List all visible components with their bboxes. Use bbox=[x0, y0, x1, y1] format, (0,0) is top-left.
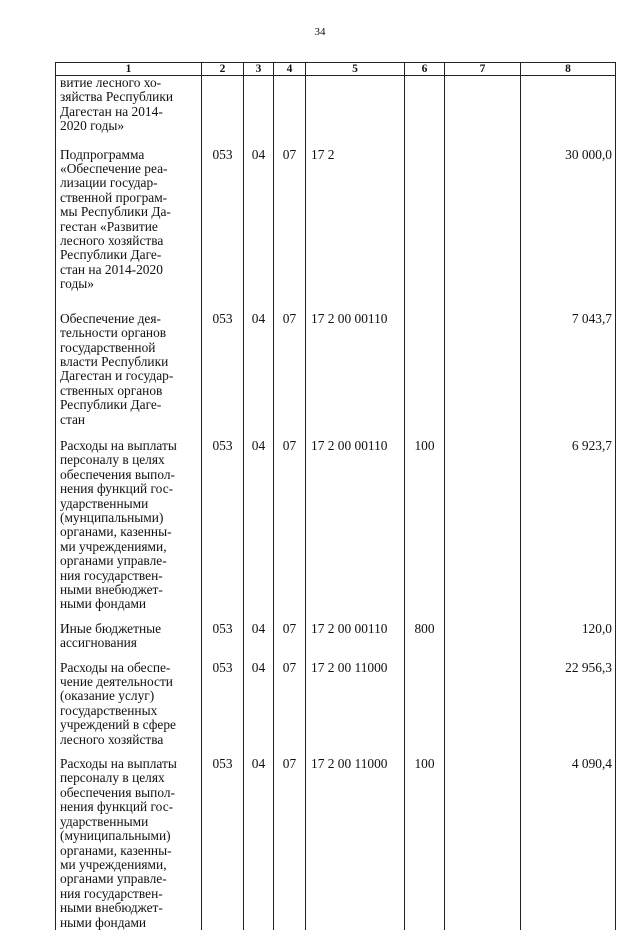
description-line: органами, казенны- bbox=[60, 524, 172, 540]
description-line: чение деятельности bbox=[60, 674, 173, 690]
table-body bbox=[56, 76, 616, 930]
table-row bbox=[56, 439, 616, 622]
amount-value: 30 000,0 bbox=[521, 148, 616, 312]
table-row bbox=[56, 757, 616, 930]
column-7-value bbox=[445, 757, 521, 930]
description-line: нения функций гос- bbox=[60, 799, 174, 815]
subsection-code: 07 bbox=[274, 661, 306, 757]
section-code: 04 bbox=[244, 439, 274, 622]
expense-type-code: 100 bbox=[405, 757, 445, 930]
description-line: Республики Даге- bbox=[60, 247, 162, 263]
description-line: 2020 годы» bbox=[60, 118, 125, 134]
budget-table-container bbox=[55, 62, 615, 930]
description-line: Обеспечение дея- bbox=[60, 310, 161, 326]
header-col-2: 2 bbox=[202, 63, 244, 76]
description-line: Республики Даге- bbox=[60, 397, 162, 413]
description-line: органами управле- bbox=[60, 553, 167, 569]
description-line: ния государствен- bbox=[60, 885, 163, 901]
target-article-code: 17 2 00 00110 bbox=[306, 622, 405, 661]
budget-table bbox=[55, 62, 616, 930]
description-line: Иные бюджетные bbox=[60, 620, 162, 636]
ministry-code bbox=[202, 76, 244, 148]
description-line: ственной програм- bbox=[60, 189, 168, 205]
header-col-7: 7 bbox=[445, 63, 521, 76]
target-article-code bbox=[306, 76, 405, 148]
description-line: органами управле- bbox=[60, 871, 167, 887]
description-line: государственной bbox=[60, 339, 156, 355]
description-line: Расходы на выплаты bbox=[60, 756, 177, 772]
row-description bbox=[56, 757, 202, 930]
description-line: зяйства Республики bbox=[60, 89, 174, 105]
expense-type-code: 100 bbox=[405, 439, 445, 622]
description-line: лесного хозяйства bbox=[60, 233, 164, 249]
column-7-value bbox=[445, 622, 521, 661]
description-line: персоналу в целях bbox=[60, 770, 165, 786]
row-description bbox=[56, 148, 202, 312]
subsection-code bbox=[274, 76, 306, 148]
target-article-code: 17 2 00 11000 bbox=[306, 757, 405, 930]
header-col-5: 5 bbox=[306, 63, 405, 76]
section-code: 04 bbox=[244, 312, 274, 439]
description-line: обеспечения выпол- bbox=[60, 466, 175, 482]
expense-type-code bbox=[405, 661, 445, 757]
description-line: стан bbox=[60, 411, 86, 427]
description-line: ми учреждениями, bbox=[60, 538, 167, 554]
description-line: (оказание услуг) bbox=[60, 688, 155, 704]
amount-value bbox=[521, 76, 616, 148]
header-col-8: 8 bbox=[521, 63, 616, 76]
description-line: ными внебюджет- bbox=[60, 900, 163, 916]
description-line: персоналу в целях bbox=[60, 452, 165, 468]
description-line: государственных bbox=[60, 702, 158, 718]
expense-type-code bbox=[405, 76, 445, 148]
description-line: Расходы на выплаты bbox=[60, 437, 177, 453]
header-col-1: 1 bbox=[56, 63, 202, 76]
description-line: гестан «Развитие bbox=[60, 218, 158, 234]
subsection-code: 07 bbox=[274, 148, 306, 312]
row-description bbox=[56, 76, 202, 148]
target-article-code: 17 2 00 00110 bbox=[306, 312, 405, 439]
row-description bbox=[56, 622, 202, 661]
column-7-value bbox=[445, 439, 521, 622]
description-line: стан на 2014-2020 bbox=[60, 261, 163, 277]
column-7-value bbox=[445, 148, 521, 312]
subsection-code: 07 bbox=[274, 312, 306, 439]
description-line: ными внебюджет- bbox=[60, 582, 163, 597]
description-line: ассигнования bbox=[60, 635, 137, 651]
section-code: 04 bbox=[244, 622, 274, 661]
ministry-code: 053 bbox=[202, 661, 244, 757]
description-line: Дагестан и государ- bbox=[60, 368, 174, 384]
ministry-code: 053 bbox=[202, 622, 244, 661]
header-col-3: 3 bbox=[244, 63, 274, 76]
amount-value: 4 090,4 bbox=[521, 757, 616, 930]
description-line: Дагестан на 2014- bbox=[60, 103, 163, 119]
description-line: витие лесного хо- bbox=[60, 75, 162, 90]
description-line: ными фондами bbox=[60, 596, 147, 612]
row-description bbox=[56, 312, 202, 439]
description-line: ми учреждениями, bbox=[60, 856, 167, 872]
amount-value: 7 043,7 bbox=[521, 312, 616, 439]
subsection-code: 07 bbox=[274, 757, 306, 930]
description-line: тельности органов bbox=[60, 325, 167, 341]
description-line: органами, казенны- bbox=[60, 842, 172, 858]
section-code bbox=[244, 76, 274, 148]
description-line: учреждений в сфере bbox=[60, 717, 176, 733]
description-line: ными фондами bbox=[60, 914, 147, 930]
expense-type-code bbox=[405, 312, 445, 439]
description-line: (мунципальными) bbox=[60, 509, 164, 525]
ministry-code: 053 bbox=[202, 757, 244, 930]
table-row bbox=[56, 148, 616, 312]
description-line: мы Республики Да- bbox=[60, 204, 171, 220]
amount-value: 22 956,3 bbox=[521, 661, 616, 757]
ministry-code: 053 bbox=[202, 148, 244, 312]
row-description bbox=[56, 439, 202, 622]
description-line: ударственными bbox=[60, 495, 149, 511]
subsection-code: 07 bbox=[274, 439, 306, 622]
table-row bbox=[56, 312, 616, 439]
amount-value: 6 923,7 bbox=[521, 439, 616, 622]
column-7-value bbox=[445, 312, 521, 439]
header-col-4: 4 bbox=[274, 63, 306, 76]
description-line: власти Республики bbox=[60, 353, 169, 369]
description-line: (муниципальными) bbox=[60, 828, 171, 844]
description-line: нения функций гос- bbox=[60, 481, 174, 497]
page-number: 34 bbox=[314, 26, 326, 38]
column-7-value bbox=[445, 76, 521, 148]
target-article-code: 17 2 00 00110 bbox=[306, 439, 405, 622]
column-7-value bbox=[445, 661, 521, 757]
target-article-code: 17 2 bbox=[306, 148, 405, 312]
ministry-code: 053 bbox=[202, 312, 244, 439]
amount-value: 120,0 bbox=[521, 622, 616, 661]
section-code: 04 bbox=[244, 148, 274, 312]
header-col-6: 6 bbox=[405, 63, 445, 76]
description-line: ственных органов bbox=[60, 382, 163, 398]
expense-type-code bbox=[405, 148, 445, 312]
table-row bbox=[56, 76, 616, 148]
description-line: Подпрограмма bbox=[60, 146, 145, 162]
header-row bbox=[56, 63, 616, 76]
table-row bbox=[56, 622, 616, 661]
ministry-code: 053 bbox=[202, 439, 244, 622]
expense-type-code: 800 bbox=[405, 622, 445, 661]
description-line: Расходы на обеспе- bbox=[60, 659, 171, 675]
section-code: 04 bbox=[244, 661, 274, 757]
section-code: 04 bbox=[244, 757, 274, 930]
description-line: обеспечения выпол- bbox=[60, 784, 175, 800]
description-line: годы» bbox=[60, 276, 94, 292]
row-description bbox=[56, 661, 202, 757]
subsection-code: 07 bbox=[274, 622, 306, 661]
target-article-code: 17 2 00 11000 bbox=[306, 661, 405, 757]
description-line: ния государствен- bbox=[60, 567, 163, 583]
description-line: ударственными bbox=[60, 813, 149, 829]
table-row bbox=[56, 661, 616, 757]
description-line: лесного хозяйства bbox=[60, 731, 164, 747]
description-line: «Обеспечение реа- bbox=[60, 161, 168, 177]
description-line: лизации государ- bbox=[60, 175, 158, 191]
